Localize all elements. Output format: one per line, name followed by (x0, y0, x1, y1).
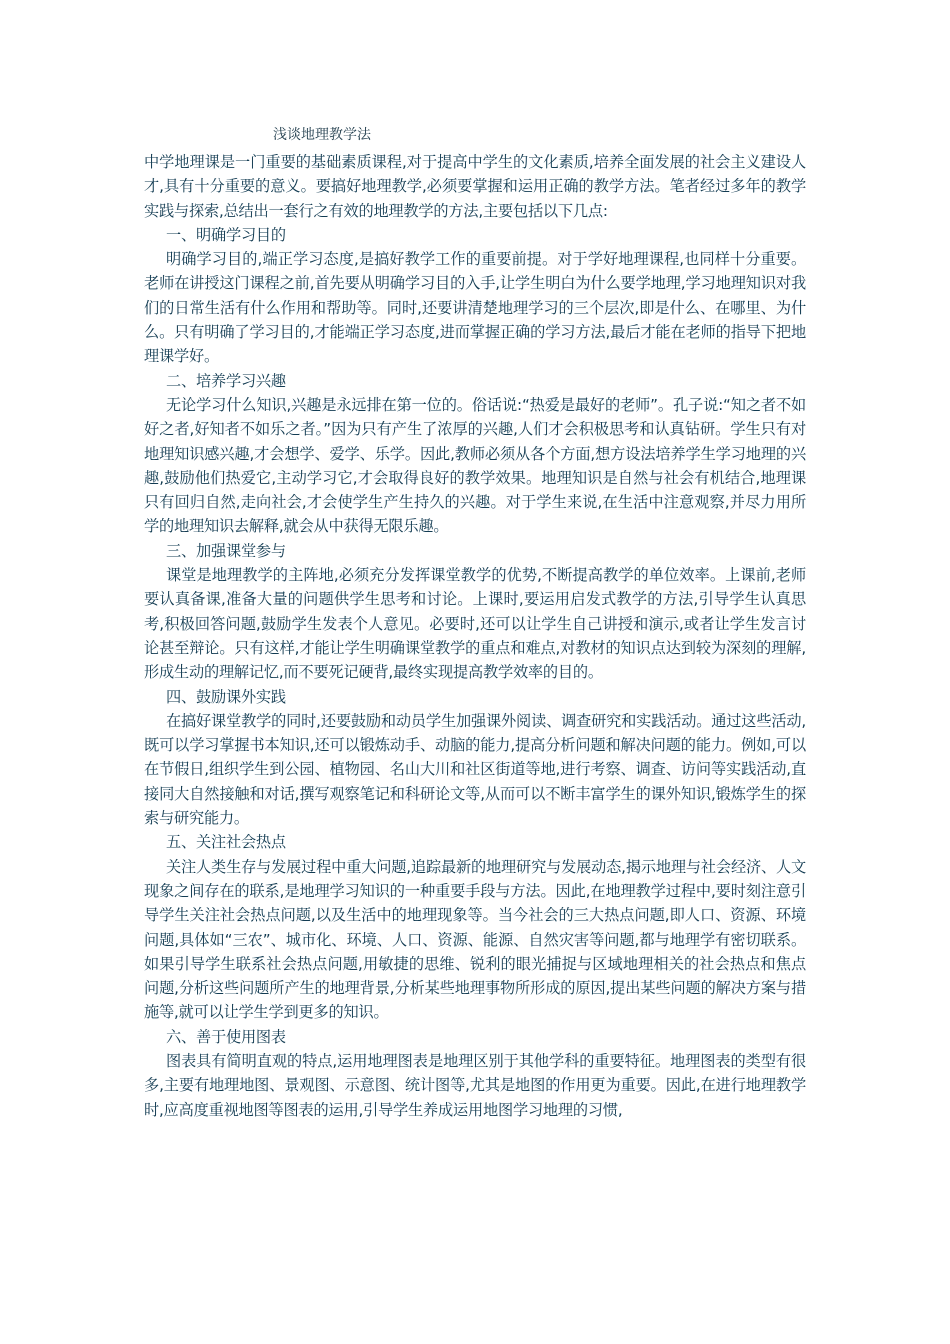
section-paragraph-4: 在搞好课堂教学的同时,还要鼓励和动员学生加强课外阅读、调查研究和实践活动。通过这些活动,既可以学习掌握书本知识,还可以锻炼动手、动脑的能力,提高分析问题和解决问题的能力。例如,可以在节假日,组织学生到公园、植物园、名山大川和社区街道等地,进行考察、调查、访问等实践活动,直接同大自然接触和对话,撰写观察笔记和科研论文等,从而可以不断丰富学生的课外知识,锻炼学生的探索与研究能力。 (144, 711, 806, 828)
section-paragraph-5: 关注人类生存与发展过程中重大问题,追踪最新的地理研究与发展动态,揭示地理与社会经济、人文现象之间存在的联系,是地理学习知识的一种重要手段与方法。因此,在地理教学过程中,要时刻注意引导学生关注社会热点问题,以及生活中的地理现象等。当今社会的三大热点问题,即人口、资源、环境问题,具体如“三农”、城市化、环境、人口、资源、能源、自然灾害等问题,都与地理学有密切联系。如果引导学生联系社会热点问题,用敏捷的思维、锐利的眼光捕捉与区域地理相关的社会热点和焦点问题,分析这些问题所产生的地理背景,分析某些地理事物所形成的原因,提出某些问题的解决方案与措施等,就可以让学生学到更多的知识。 (144, 857, 806, 1022)
section-heading-2: 二、培养学习兴趣 (166, 371, 286, 390)
intro-paragraph: 中学地理课是一门重要的基础素质课程,对于提高中学生的文化素质,培养全面发展的社会主义建设人才,具有十分重要的意义。要搞好地理教学,必须要掌握和运用正确的教学方法。笔者经过多年的教学实践与探索,总结出一套行之有效的地理教学的方法,主要包括以下几点: (144, 153, 806, 220)
document-title: 浅谈地理教学法 (273, 127, 371, 143)
section-heading-1: 一、明确学习目的 (166, 225, 286, 244)
section-heading-6: 六、善于使用图表 (166, 1027, 286, 1046)
section-paragraph-1: 明确学习目的,端正学习态度,是搞好教学工作的重要前提。对于学好地理课程,也同样十分重要。老师在讲授这门课程之前,首先要从明确学习目的入手,让学生明白为什么要学地理,学习地理知识对我们的日常生活有什么作用和帮助等。同时,还要讲清楚地理学习的三个层次,即是什么、在哪里、为什么。只有明确了学习目的,才能端正学习态度,进而掌握正确的学习方法,最后才能在老师的指导下把地理课学好。 (144, 250, 806, 366)
section-heading-5: 五、关注社会热点 (166, 833, 286, 852)
section-paragraph-6: 图表具有简明直观的特点,运用地理图表是地理区别于其他学科的重要特征。地理图表的类型有很多,主要有地理地图、景观图、示意图、统计图等,尤其是地图的作用更为重要。因此,在进行地理教学时,应高度重视地图等图表的运用,引导学生养成运用地图学习地理的习惯, (144, 1051, 806, 1119)
section-paragraph-3: 课堂是地理教学的主阵地,必须充分发挥课堂教学的优势,不断提高教学的单位效率。上课前,老师要认真备课,准备大量的问题供学生思考和讨论。上课时,要运用启发式教学的方法,引导学生认真思考,积极回答问题,鼓励学生发表个人意见。必要时,还可以让学生自己讲授和演示,或者让学生发言讨论甚至辩论。只有这样,才能让学生明确课堂教学的重点和难点,对教材的知识点达到较为深刻的理解,形成生动的理解记忆,而不要死记硬背,最终实现提高教学效率的目的。 (144, 566, 806, 682)
section-heading-3: 三、加强课堂参与 (166, 541, 286, 560)
section-heading-4: 四、鼓励课外实践 (166, 687, 286, 706)
document-body (144, 150, 806, 1122)
section-paragraph-2: 无论学习什么知识,兴趣是永远排在第一位的。俗话说:“热爱是最好的老师”。孔子说:“知之者不如好之者,好知者不如乐之者。”因为只有产生了浓厚的兴趣,人们才会积极思考和认真钻研。学生只有对地理知识感兴趣,才会想学、爱学、乐学。因此,教师必须从各个方面,想方设法培养学生学习地理的兴趣,鼓励他们热爱它,主动学习它,才会取得良好的教学效果。地理知识是自然与社会有机结合,地理课只有回归自然,走向社会,才会使学生产生持久的兴趣。对于学生来说,在生活中注意观察,并尽力用所学的地理知识去解释,就会从中获得无限乐趣。 (144, 395, 806, 536)
